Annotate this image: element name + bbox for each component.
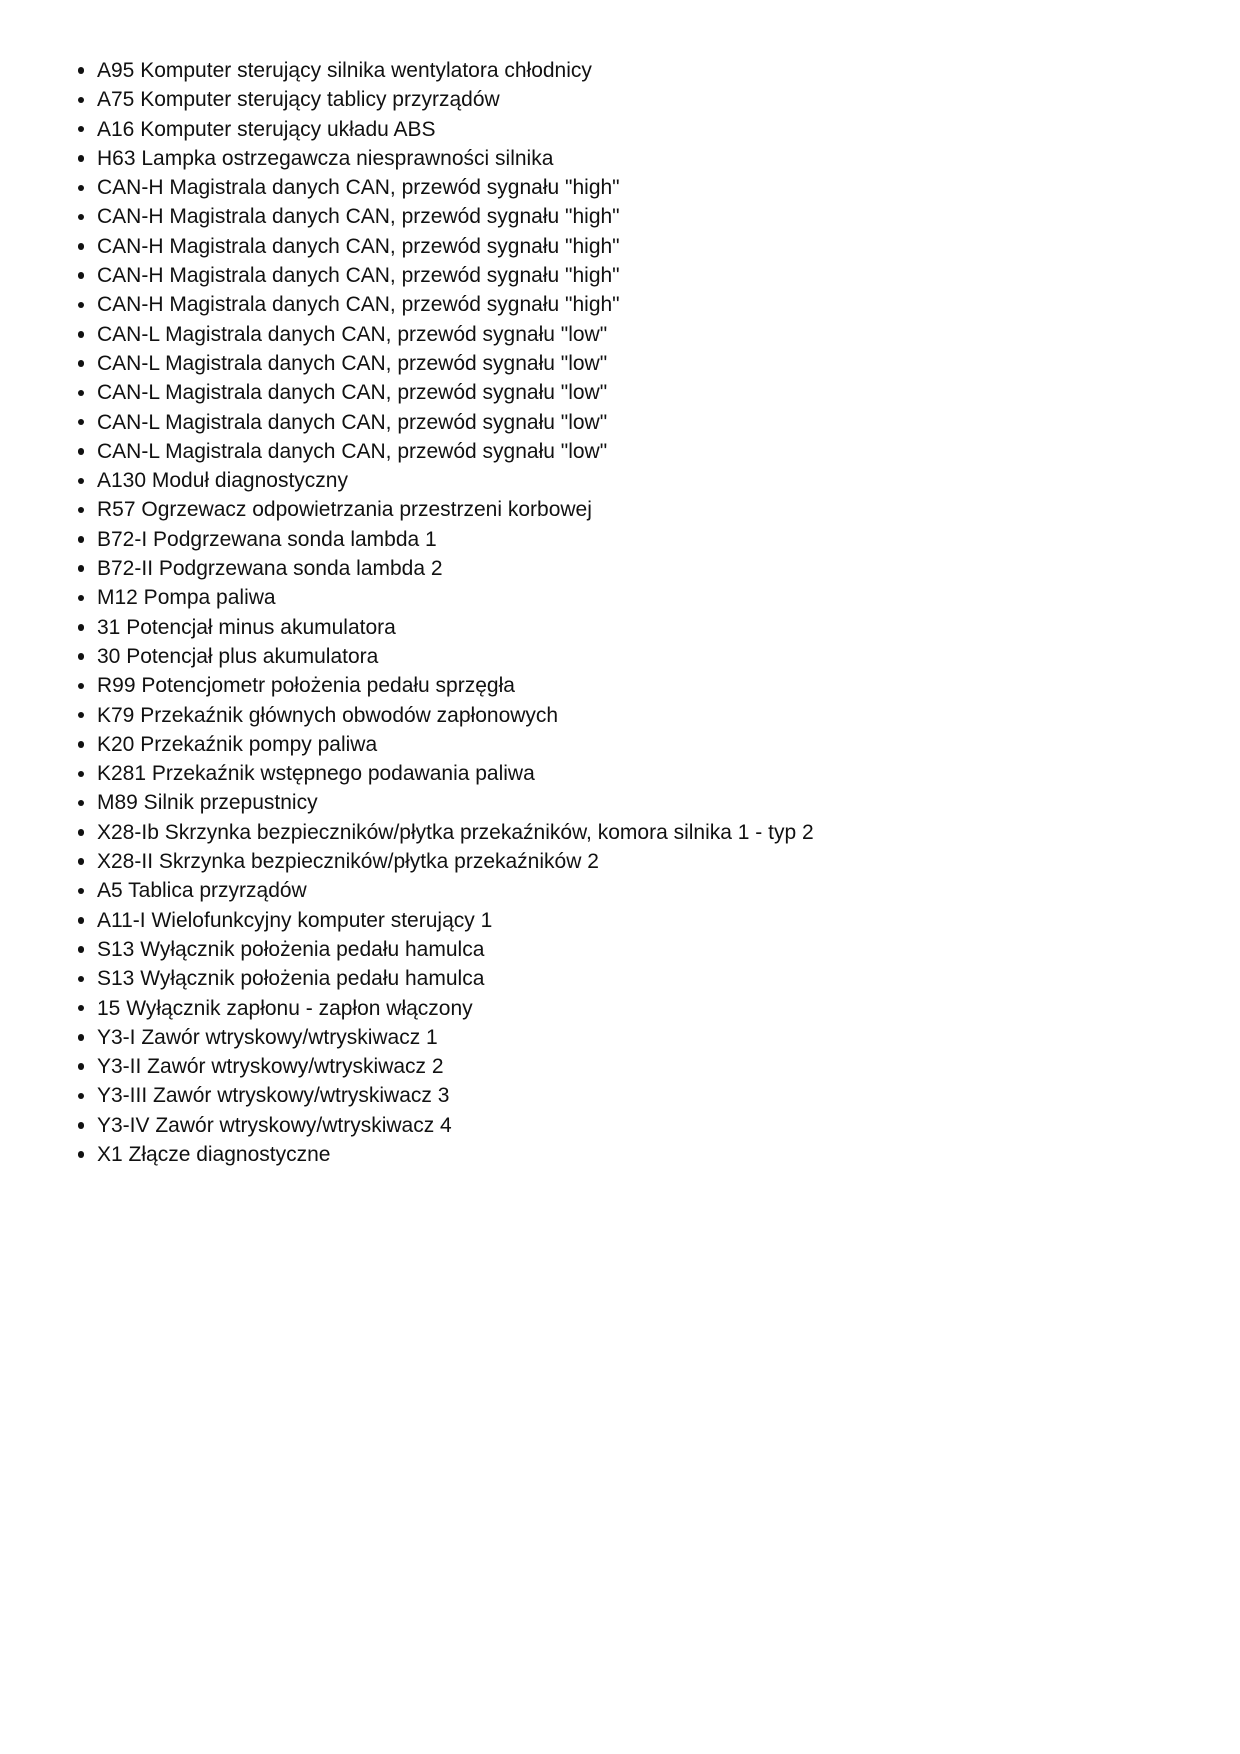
list-item: A11-I Wielofunkcyjny komputer sterujący 1 [97,906,1200,935]
list-item: CAN-H Magistrala danych CAN, przewód sygnału "high" [97,290,1200,319]
list-item: CAN-L Magistrala danych CAN, przewód sygnału "low" [97,378,1200,407]
list-item: CAN-L Magistrala danych CAN, przewód sygnału "low" [97,408,1200,437]
list-item: A75 Komputer sterujący tablicy przyrządów [97,85,1200,114]
list-item: 15 Wyłącznik zapłonu - zapłon włączony [97,994,1200,1023]
list-item: K79 Przekaźnik głównych obwodów zapłonowych [97,701,1200,730]
list-item: CAN-L Magistrala danych CAN, przewód sygnału "low" [97,349,1200,378]
list-item: CAN-H Magistrala danych CAN, przewód sygnału "high" [97,261,1200,290]
list-item: B72-I Podgrzewana sonda lambda 1 [97,525,1200,554]
list-item: Y3-I Zawór wtryskowy/wtryskiwacz 1 [97,1023,1200,1052]
list-item: CAN-H Magistrala danych CAN, przewód sygnału "high" [97,202,1200,231]
list-item: B72-II Podgrzewana sonda lambda 2 [97,554,1200,583]
list-item: 31 Potencjał minus akumulatora [97,613,1200,642]
list-item: A95 Komputer sterujący silnika wentylatora chłodnicy [97,56,1200,85]
list-item: CAN-L Magistrala danych CAN, przewód sygnału "low" [97,437,1200,466]
list-item: CAN-L Magistrala danych CAN, przewód sygnału "low" [97,320,1200,349]
list-item: Y3-III Zawór wtryskowy/wtryskiwacz 3 [97,1081,1200,1110]
list-item: A5 Tablica przyrządów [97,876,1200,905]
list-item: CAN-H Magistrala danych CAN, przewód sygnału "high" [97,232,1200,261]
list-item: M89 Silnik przepustnicy [97,788,1200,817]
list-item: A130 Moduł diagnostyczny [97,466,1200,495]
list-item: S13 Wyłącznik położenia pedału hamulca [97,964,1200,993]
list-item: S13 Wyłącznik położenia pedału hamulca [97,935,1200,964]
list-item: R99 Potencjometr położenia pedału sprzęgła [97,671,1200,700]
list-item: X1 Złącze diagnostyczne [97,1140,1200,1169]
list-item: K20 Przekaźnik pompy paliwa [97,730,1200,759]
list-item: H63 Lampka ostrzegawcza niesprawności silnika [97,144,1200,173]
list-item: 30 Potencjał plus akumulatora [97,642,1200,671]
list-item: M12 Pompa paliwa [97,583,1200,612]
list-item: R57 Ogrzewacz odpowietrzania przestrzeni korbowej [97,495,1200,524]
list-item: Y3-IV Zawór wtryskowy/wtryskiwacz 4 [97,1111,1200,1140]
list-item: A16 Komputer sterujący układu ABS [97,115,1200,144]
list-item: CAN-H Magistrala danych CAN, przewód sygnału "high" [97,173,1200,202]
list-item: Y3-II Zawór wtryskowy/wtryskiwacz 2 [97,1052,1200,1081]
list-item: X28-Ib Skrzynka bezpieczników/płytka przekaźników, komora silnika 1 - typ 2 [97,818,1200,847]
list-item: K281 Przekaźnik wstępnego podawania paliwa [97,759,1200,788]
list-item: X28-II Skrzynka bezpieczników/płytka przekaźników 2 [97,847,1200,876]
